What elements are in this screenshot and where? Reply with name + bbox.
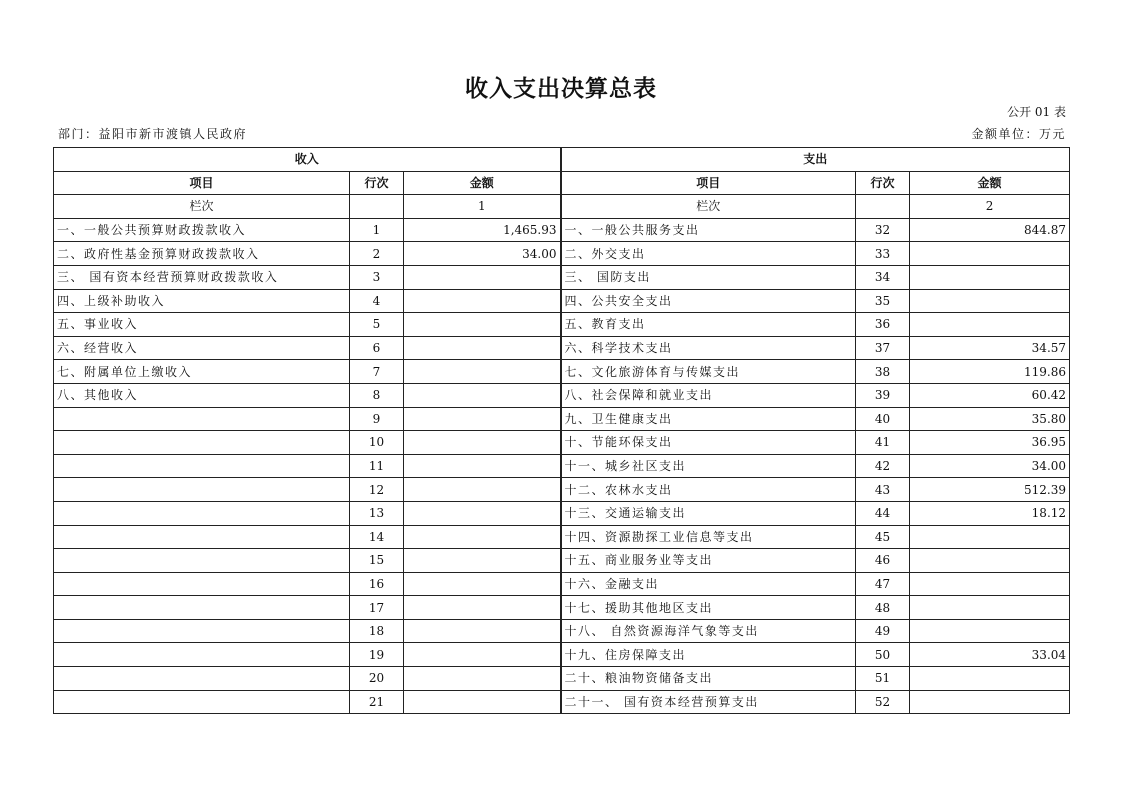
income-row-no: 5: [350, 313, 404, 337]
expense-row-no: 46: [856, 549, 910, 573]
income-row-no: 9: [350, 407, 404, 431]
income-item: [54, 431, 350, 455]
expense-row-no: 33: [856, 242, 910, 266]
expense-amount: 18.12: [910, 501, 1070, 525]
expense-item: 三、 国防支出: [561, 265, 856, 289]
income-amount: [404, 643, 561, 667]
income-item: 四、上级补助收入: [54, 289, 350, 313]
expense-row-no: 39: [856, 383, 910, 407]
expense-item: 二十、粮油物资储备支出: [561, 667, 856, 691]
expense-amount: 512.39: [910, 478, 1070, 502]
expense-row-no: 35: [856, 289, 910, 313]
column-index-row: [54, 195, 1070, 219]
expense-amount: [910, 549, 1070, 573]
expense-item: 十六、金融支出: [561, 572, 856, 596]
income-col-blank: [350, 195, 404, 219]
expense-row-no: 37: [856, 336, 910, 360]
income-item-header: 项目: [54, 171, 350, 195]
income-col-label: 栏次: [54, 195, 350, 219]
expense-item: 二、外交支出: [561, 242, 856, 266]
expense-item-header: 项目: [561, 171, 856, 195]
income-amount: [404, 407, 561, 431]
expense-row-no: 52: [856, 690, 910, 714]
income-row-no: 19: [350, 643, 404, 667]
income-amount: [404, 525, 561, 549]
table-row: [54, 431, 1070, 455]
expense-amount: [910, 313, 1070, 337]
income-row-no: 4: [350, 289, 404, 313]
table-row: [54, 218, 1070, 242]
income-item: [54, 596, 350, 620]
income-amount-header: 金额: [404, 171, 561, 195]
expense-item: 九、卫生健康支出: [561, 407, 856, 431]
expense-item: 十八、 自然资源海洋气象等支出: [561, 619, 856, 643]
income-item: [54, 407, 350, 431]
income-item: [54, 525, 350, 549]
expense-item: 六、科学技术支出: [561, 336, 856, 360]
expense-amount: 34.57: [910, 336, 1070, 360]
expense-amount: 36.95: [910, 431, 1070, 455]
column-header-row: [54, 171, 1070, 195]
expense-amount-header: 金额: [910, 171, 1070, 195]
expense-item: 七、文化旅游体育与传媒支出: [561, 360, 856, 384]
income-row-no: 1: [350, 218, 404, 242]
income-amount: [404, 501, 561, 525]
expense-item: 十九、住房保障支出: [561, 643, 856, 667]
income-col-index: 1: [404, 195, 561, 219]
table-row: [54, 596, 1070, 620]
expense-amount: [910, 690, 1070, 714]
table-row: [54, 336, 1070, 360]
expense-amount: [910, 572, 1070, 596]
expense-row-no: 51: [856, 667, 910, 691]
expense-row-no: 48: [856, 596, 910, 620]
income-section-header: 收入: [54, 148, 561, 172]
table-number: 公开 01 表: [1007, 105, 1066, 119]
table-row: [54, 619, 1070, 643]
expense-item: 十五、商业服务业等支出: [561, 549, 856, 573]
table-row: [54, 265, 1070, 289]
income-amount: [404, 289, 561, 313]
expense-col-label: 栏次: [561, 195, 856, 219]
table-row: [54, 454, 1070, 478]
expense-amount: 35.80: [910, 407, 1070, 431]
income-amount: [404, 619, 561, 643]
table-row: [54, 501, 1070, 525]
income-row-no: 2: [350, 242, 404, 266]
table-row: [54, 549, 1070, 573]
income-amount: [404, 549, 561, 573]
table-row: [54, 643, 1070, 667]
income-item: [54, 690, 350, 714]
expense-amount: 60.42: [910, 383, 1070, 407]
expense-row-no: 40: [856, 407, 910, 431]
table-row: [54, 478, 1070, 502]
income-item: [54, 549, 350, 573]
table-row: [54, 289, 1070, 313]
expense-item: 十四、资源勘探工业信息等支出: [561, 525, 856, 549]
expense-row-no: 50: [856, 643, 910, 667]
expense-amount: 844.87: [910, 218, 1070, 242]
income-item: [54, 478, 350, 502]
expense-amount: [910, 619, 1070, 643]
table-row: [54, 572, 1070, 596]
income-item: 八、其他收入: [54, 383, 350, 407]
expense-row-no: 32: [856, 218, 910, 242]
expense-item: 四、公共安全支出: [561, 289, 856, 313]
income-row-no: 18: [350, 619, 404, 643]
income-item: [54, 667, 350, 691]
income-amount: [404, 431, 561, 455]
income-amount: [404, 454, 561, 478]
table-row: [54, 313, 1070, 337]
income-row-no: 21: [350, 690, 404, 714]
expense-row-no: 44: [856, 501, 910, 525]
expense-amount: 33.04: [910, 643, 1070, 667]
expense-item: 十一、城乡社区支出: [561, 454, 856, 478]
income-item: 六、经营收入: [54, 336, 350, 360]
expense-row-no: 38: [856, 360, 910, 384]
expense-item: 十三、交通运输支出: [561, 501, 856, 525]
income-row-no: 10: [350, 431, 404, 455]
income-row-no: 6: [350, 336, 404, 360]
income-amount: [404, 336, 561, 360]
income-row-no: 17: [350, 596, 404, 620]
expense-row-no: 42: [856, 454, 910, 478]
income-amount: [404, 313, 561, 337]
expense-col-blank: [856, 195, 910, 219]
expense-amount: [910, 667, 1070, 691]
income-item: 七、附属单位上缴收入: [54, 360, 350, 384]
income-row-no: 7: [350, 360, 404, 384]
expense-amount: 119.86: [910, 360, 1070, 384]
table-row: [54, 242, 1070, 266]
expense-section-header: 支出: [561, 148, 1070, 172]
expense-row-no: 41: [856, 431, 910, 455]
expense-row-no: 45: [856, 525, 910, 549]
expense-item: 二十一、 国有资本经营预算支出: [561, 690, 856, 714]
income-row-no: 12: [350, 478, 404, 502]
expense-item: 十七、援助其他地区支出: [561, 596, 856, 620]
table-row: [54, 360, 1070, 384]
expense-item: 五、教育支出: [561, 313, 856, 337]
income-item: [54, 643, 350, 667]
expense-item: 八、社会保障和就业支出: [561, 383, 856, 407]
amount-unit-label: 金额单位：万元: [971, 127, 1066, 141]
income-item: 一、一般公共预算财政拨款收入: [54, 218, 350, 242]
income-item: [54, 501, 350, 525]
income-item: [54, 454, 350, 478]
income-amount: 1,465.93: [404, 218, 561, 242]
expense-amount: 34.00: [910, 454, 1070, 478]
expense-row-no: 36: [856, 313, 910, 337]
income-amount: [404, 572, 561, 596]
income-row-no: 8: [350, 383, 404, 407]
income-item: [54, 572, 350, 596]
expense-row-no: 49: [856, 619, 910, 643]
income-row-no: 20: [350, 667, 404, 691]
expense-amount: [910, 242, 1070, 266]
table-row: [54, 407, 1070, 431]
income-item: [54, 619, 350, 643]
expense-row-no: 43: [856, 478, 910, 502]
income-item: 三、 国有资本经营预算财政拨款收入: [54, 265, 350, 289]
expense-amount: [910, 596, 1070, 620]
expense-amount: [910, 289, 1070, 313]
income-amount: [404, 478, 561, 502]
page-title: 收入支出决算总表: [465, 76, 657, 102]
income-row-no: 14: [350, 525, 404, 549]
income-amount: 34.00: [404, 242, 561, 266]
income-amount: [404, 265, 561, 289]
expense-item: 十、节能环保支出: [561, 431, 856, 455]
income-expense-table: [53, 147, 1070, 714]
expense-row-no: 47: [856, 572, 910, 596]
income-amount: [404, 596, 561, 620]
section-header-row: [54, 148, 1070, 172]
income-row-no-header: 行次: [350, 171, 404, 195]
table-row: [54, 690, 1070, 714]
income-amount: [404, 690, 561, 714]
table-row: [54, 383, 1070, 407]
expense-row-no-header: 行次: [856, 171, 910, 195]
income-row-no: 13: [350, 501, 404, 525]
income-row-no: 11: [350, 454, 404, 478]
expense-amount: [910, 525, 1070, 549]
income-item: 五、事业收入: [54, 313, 350, 337]
income-item: 二、政府性基金预算财政拨款收入: [54, 242, 350, 266]
expense-item: 一、一般公共服务支出: [561, 218, 856, 242]
income-amount: [404, 360, 561, 384]
expense-row-no: 34: [856, 265, 910, 289]
expense-amount: [910, 265, 1070, 289]
expense-col-index: 2: [910, 195, 1070, 219]
income-row-no: 3: [350, 265, 404, 289]
income-amount: [404, 667, 561, 691]
income-row-no: 15: [350, 549, 404, 573]
expense-item: 十二、农林水支出: [561, 478, 856, 502]
income-amount: [404, 383, 561, 407]
table-row: [54, 525, 1070, 549]
department-label: 部门：益阳市新市渡镇人民政府: [58, 127, 248, 141]
table-row: [54, 667, 1070, 691]
income-row-no: 16: [350, 572, 404, 596]
